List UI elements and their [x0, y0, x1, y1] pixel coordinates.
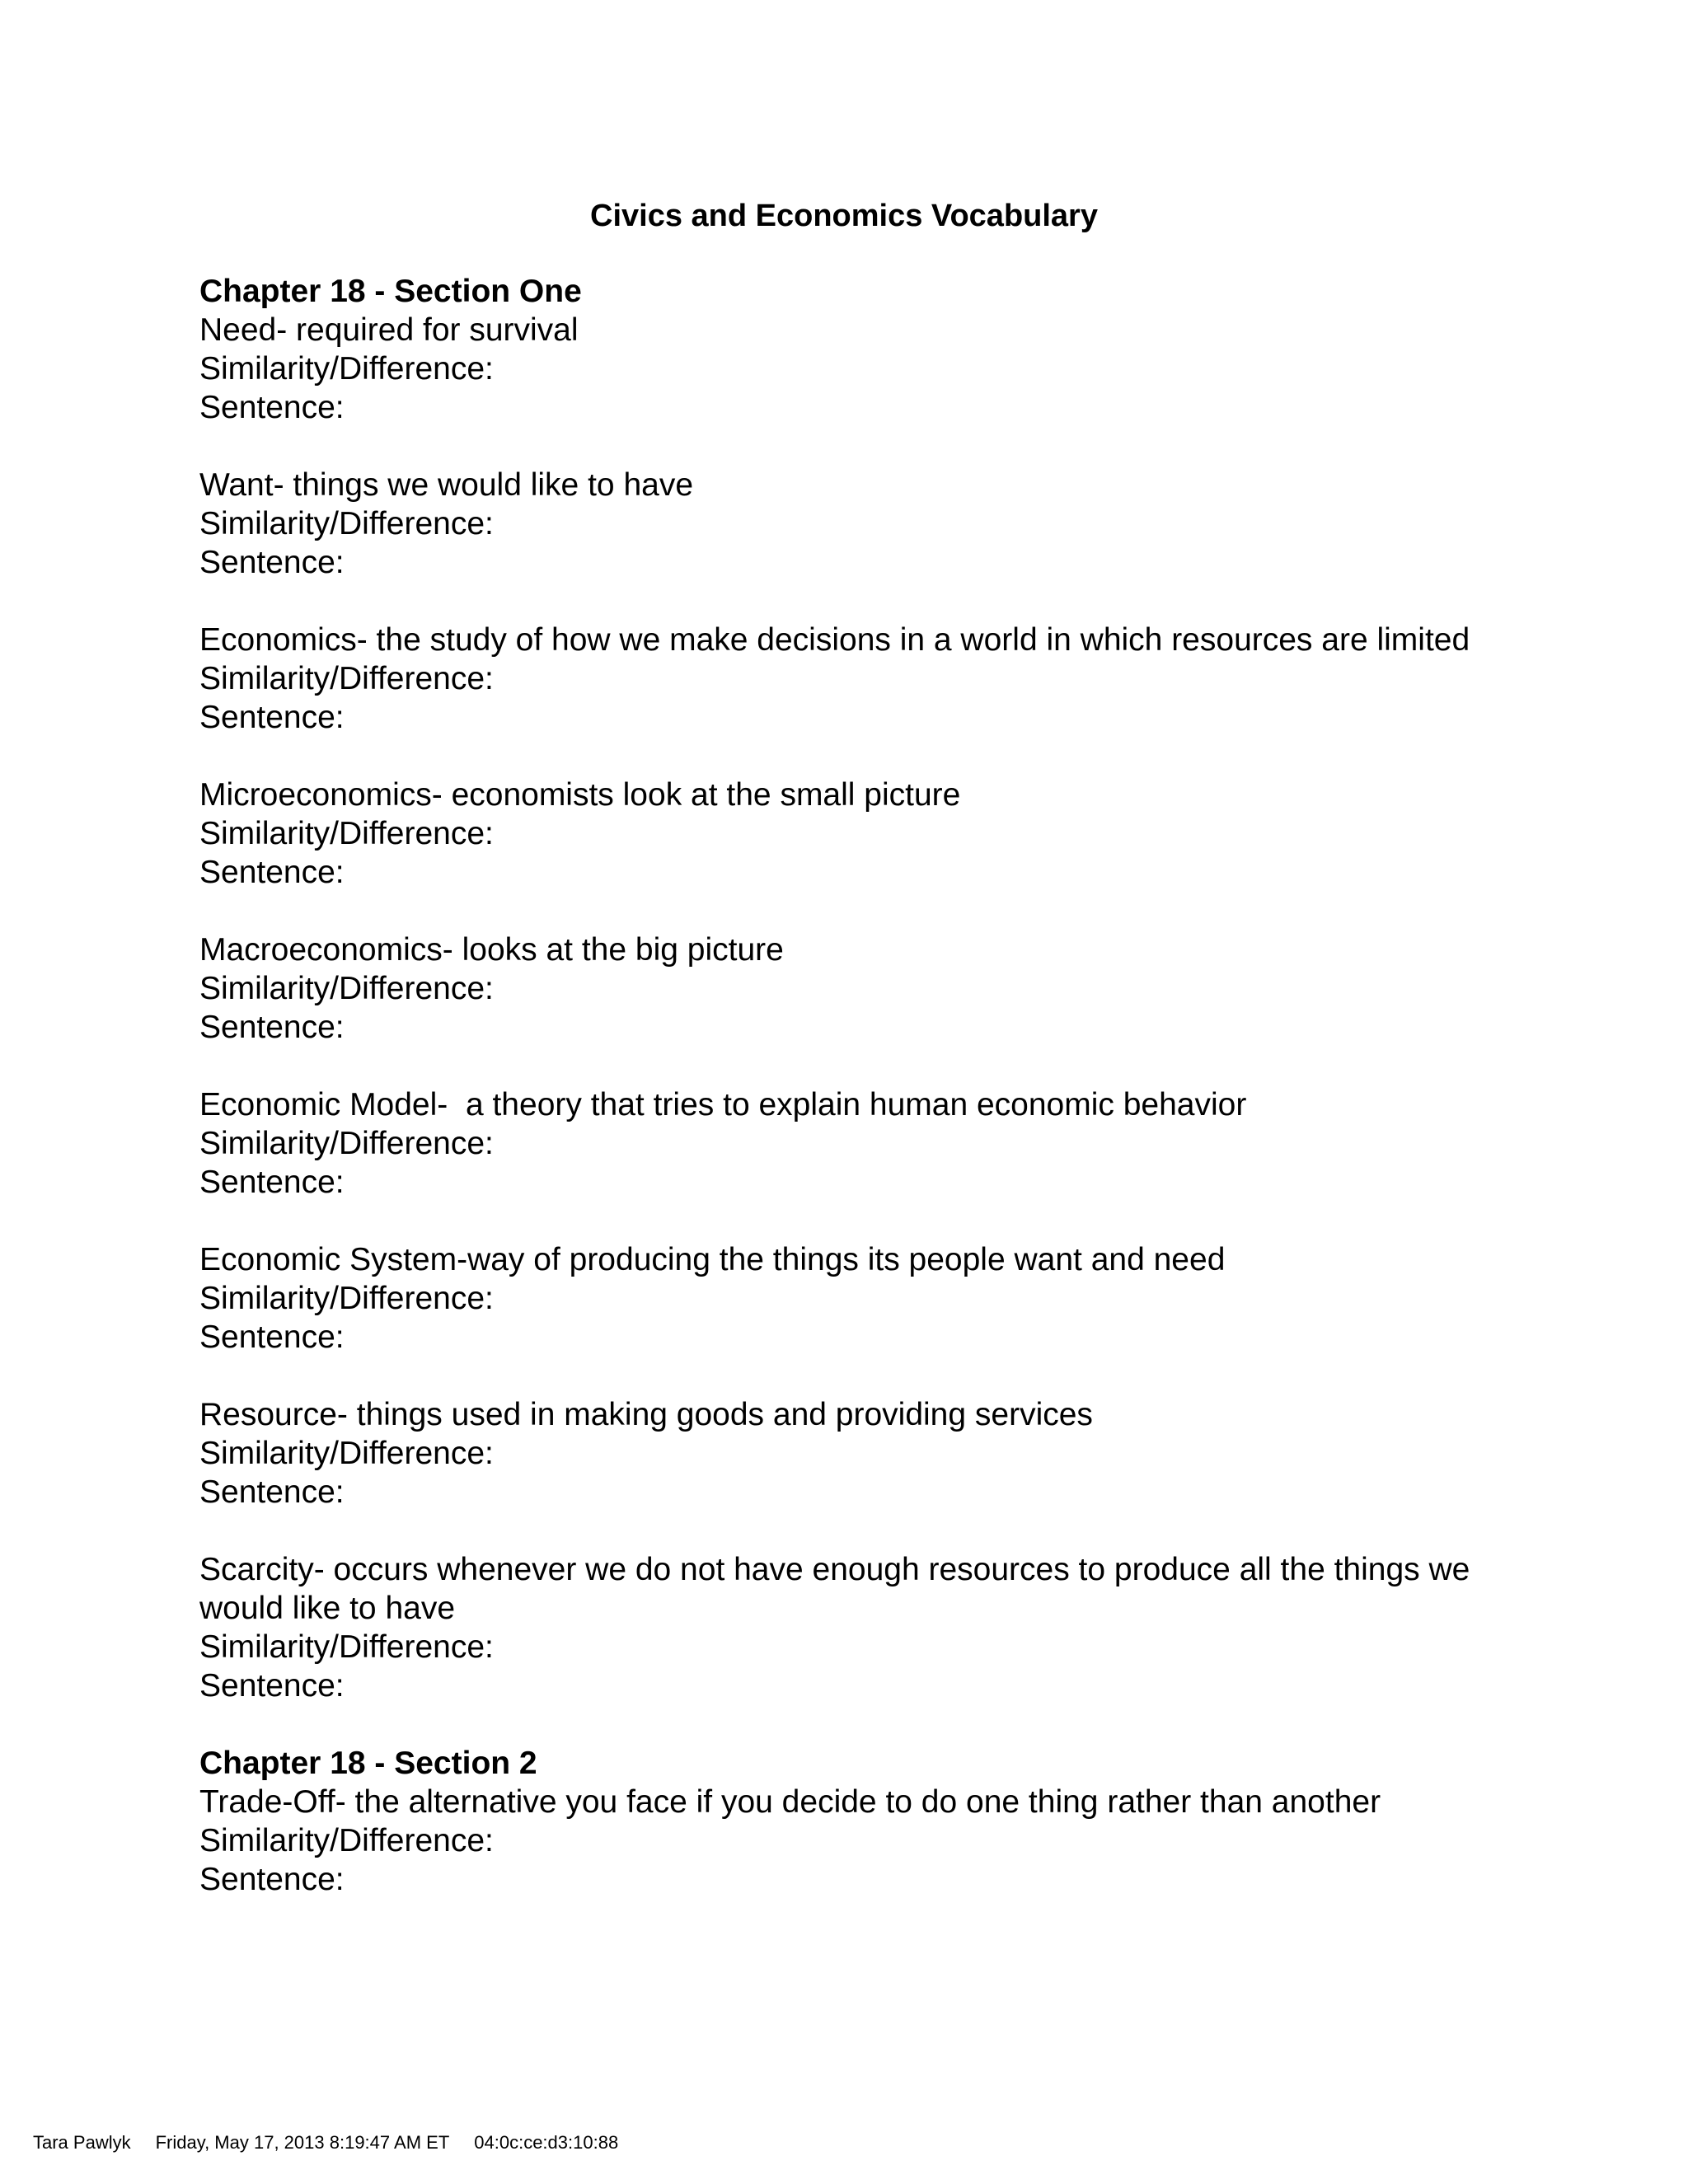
sentence-label: Sentence: [199, 1165, 345, 1200]
term-want [199, 466, 1485, 582]
similarity-label: Similarity/Difference: [199, 1281, 494, 1316]
footer-device-id: 04:0c:ce:d3:10:88 [474, 2132, 619, 2153]
similarity-label: Similarity/Difference: [199, 506, 494, 541]
term-trade-off [199, 1783, 1485, 1899]
print-footer [33, 2131, 643, 2154]
vocabulary-content [199, 272, 1485, 1938]
sentence-label: Sentence: [199, 1862, 345, 1897]
sentence-label: Sentence: [199, 545, 345, 580]
section-heading: Chapter 18 - Section 2 [199, 1746, 537, 1781]
term-definition: Economics- the study of how we make decisions in a world in which resources are limited [199, 622, 1470, 658]
term-macroeconomics [199, 930, 1485, 1047]
similarity-label: Similarity/Difference: [199, 351, 494, 387]
section-heading: Chapter 18 - Section One [199, 274, 582, 309]
sentence-label: Sentence: [199, 1474, 345, 1510]
similarity-label: Similarity/Difference: [199, 816, 494, 851]
term-definition: Economic Model- a theory that tries to explain human economic behavior [199, 1087, 1247, 1122]
term-definition: Scarcity- occurs whenever we do not have enough resources to produce all the things we would like to have [199, 1552, 1470, 1626]
sentence-label: Sentence: [199, 1668, 345, 1704]
term-definition: Trade-Off- the alternative you face if you decide to do one thing rather than another [199, 1784, 1381, 1820]
term-definition: Microeconomics- economists look at the small picture [199, 777, 961, 813]
similarity-label: Similarity/Difference: [199, 1126, 494, 1161]
term-economic-model [199, 1085, 1485, 1202]
term-definition: Economic System-way of producing the things its people want and need [199, 1242, 1226, 1277]
sentence-label: Sentence: [199, 1319, 345, 1355]
term-definition: Resource- things used in making goods and providing services [199, 1397, 1093, 1432]
section-chapter-18-section-one [199, 272, 1485, 1705]
term-definition: Macroeconomics- looks at the big picture [199, 932, 784, 968]
term-scarcity [199, 1550, 1485, 1705]
sentence-label: Sentence: [199, 390, 345, 425]
footer-author: Tara Pawlyk [33, 2132, 131, 2153]
term-definition: Need- required for survival [199, 312, 579, 348]
sentence-label: Sentence: [199, 855, 345, 890]
document-title: Civics and Economics Vocabulary [590, 199, 1098, 233]
similarity-label: Similarity/Difference: [199, 661, 494, 696]
similarity-label: Similarity/Difference: [199, 1436, 494, 1471]
section-chapter-18-section-2 [199, 1744, 1485, 1899]
sentence-label: Sentence: [199, 700, 345, 735]
term-need [199, 311, 1485, 427]
term-economic-system [199, 1240, 1485, 1357]
term-definition: Want- things we would like to have [199, 467, 694, 503]
sentence-label: Sentence: [199, 1010, 345, 1045]
similarity-label: Similarity/Difference: [199, 1823, 494, 1858]
similarity-label: Similarity/Difference: [199, 971, 494, 1006]
term-resource [199, 1395, 1485, 1511]
term-economics [199, 621, 1485, 737]
footer-timestamp: Friday, May 17, 2013 8:19:47 AM ET [155, 2132, 450, 2153]
similarity-label: Similarity/Difference: [199, 1629, 494, 1665]
term-microeconomics [199, 776, 1485, 892]
